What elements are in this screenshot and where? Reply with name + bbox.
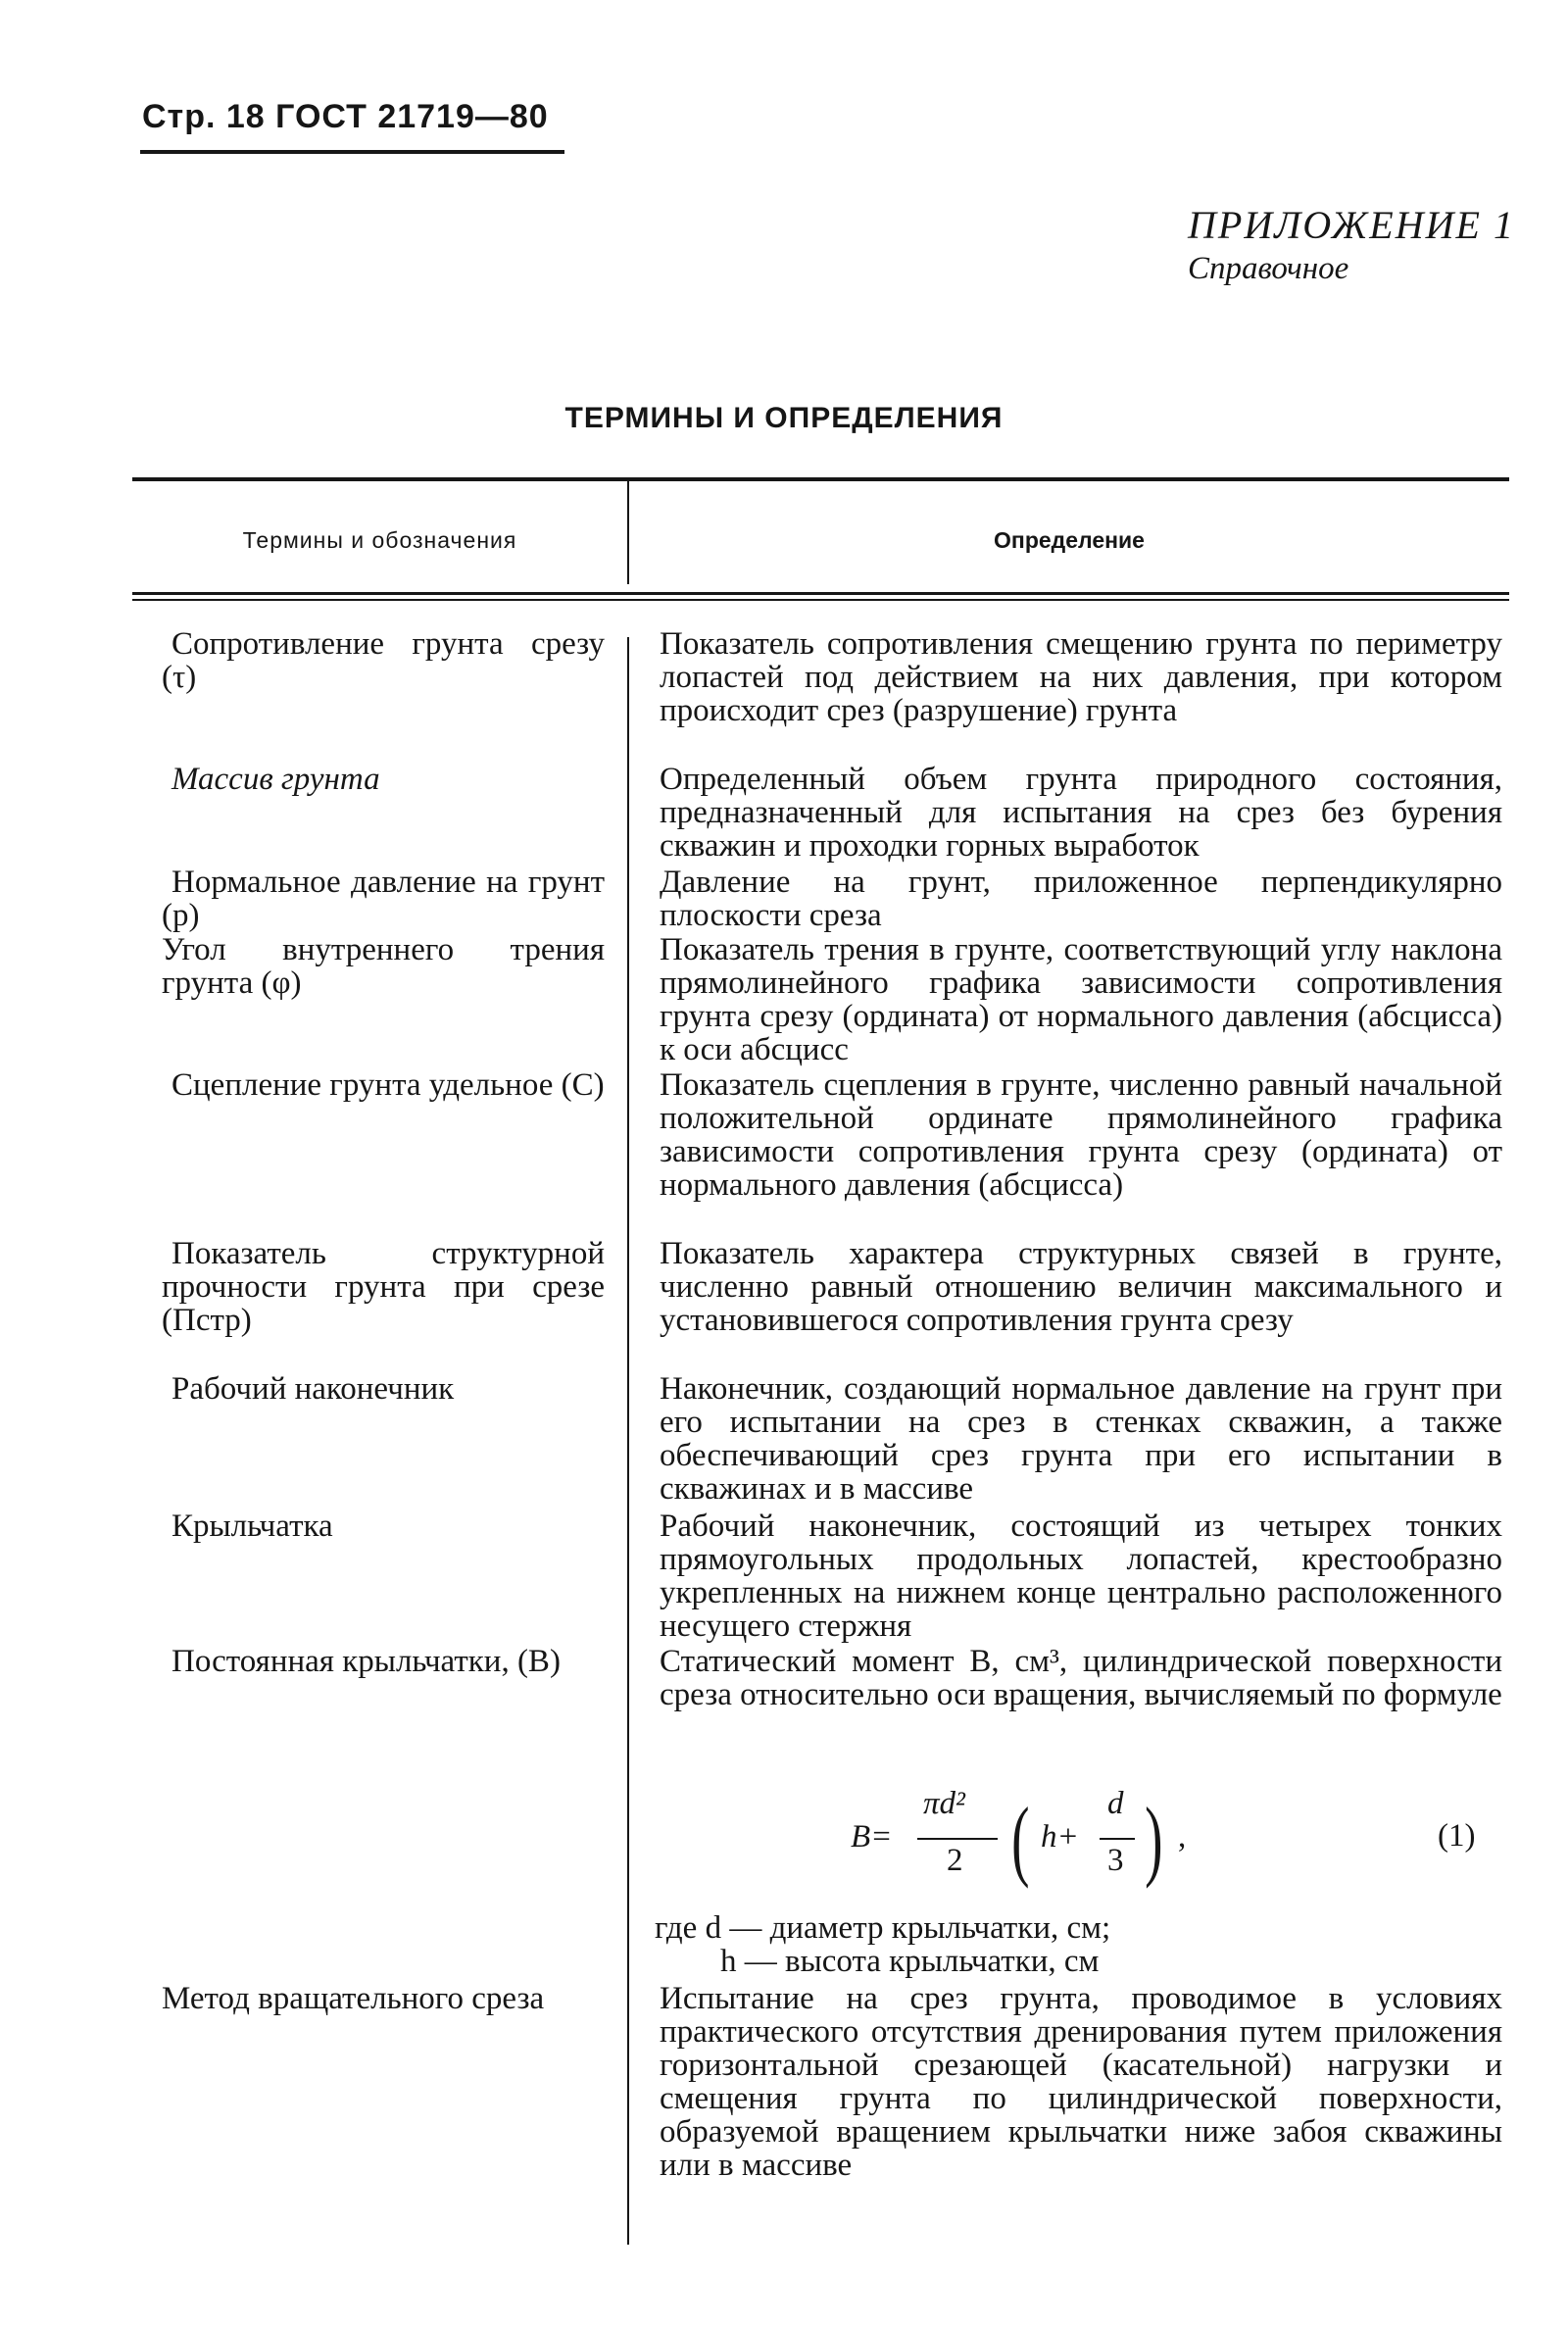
right-parenthesis: ) <box>1145 1789 1163 1889</box>
definition-cell: Испытание на срез грунта, проводимое в условиях практического отсутствия дренирования путем приложения горизонтальной срезающей (касательной) нагрузки и смещения грунта по цилиндрической поверхности, образуемой вращением крыльчатки ниже забоя скважины или в массиве <box>660 1981 1502 2183</box>
definition-cell: Показатель сцепления в грунте, численно равный начальной положительной ординате прямолинейного графика зависимости сопротивления грунта срезу (ордината) от нормального давления (абсцисса) <box>660 1067 1502 1203</box>
definition-cell: Рабочий наконечник, состоящий из четырех тонких прямоугольных продольных лопастей, крестообразно укрепленных на нижнем конце центрально расположенного несущего стержня <box>660 1509 1502 1644</box>
appendix-label <box>1188 202 1515 288</box>
table-column-divider <box>627 637 629 2245</box>
header-underline <box>140 150 564 154</box>
formula-1 <box>851 1786 1252 1890</box>
definition-cell: Определенный объем грунта природного состояния, предназначенный для испытания на срез без бурения скважин и проходки горных выработок <box>660 762 1502 864</box>
formula-numerator-2: d <box>1107 1786 1124 1821</box>
left-parenthesis: ( <box>1011 1789 1030 1889</box>
table-header-rule-1 <box>132 592 1509 595</box>
equation-number: (1) <box>1438 1818 1476 1854</box>
column-header-terms: Термины и обозначения <box>242 527 517 553</box>
table-header-rule-2 <box>132 599 1509 601</box>
definition-cell: Статический момент B, см³, цилиндрической поверхности среза относительно оси вращения, вычисляемый по формуле <box>660 1644 1502 1712</box>
term-cell: Нормальное давление на грунт (p) <box>162 865 605 933</box>
definition-cell: Показатель трения в грунте, соответствующий углу наклона прямолинейного графика зависимости сопротивления грунта срезу (ордината) от нормального давления (абсцисса) к оси абсцисс <box>660 932 1502 1067</box>
formula-comma: , <box>1178 1819 1187 1855</box>
formula-lhs: B= <box>851 1819 893 1855</box>
term-cell: Массив грунта <box>172 762 380 797</box>
definition-cell: Показатель характера структурных связей в грунте, численно равный отношению величин максимального и установившегося сопротивления грунта срезу <box>660 1236 1502 1338</box>
term-cell: Сопротивление грунта срезу (τ) <box>162 626 605 695</box>
column-header-definition: Определение <box>994 527 1145 553</box>
formula-denominator: 2 <box>947 1843 963 1878</box>
term-cell: Постоянная крыльчатки, (B) <box>172 1644 561 1679</box>
page-header: Стр. 18 ГОСТ 21719—80 <box>142 98 549 135</box>
definition-cell: Наконечник, создающий нормальное давление на грунт при его испытании на срез в стенках скважин, а также обеспечивающий срез грунта при его испытании в скважинах и в массиве <box>660 1371 1502 1507</box>
definition-cell: Давление на грунт, приложенное перпендикулярно плоскости среза <box>660 865 1502 933</box>
term-cell: Угол внутреннего трения грунта (φ) <box>162 932 605 1001</box>
table-top-rule <box>132 477 1509 481</box>
fraction-bar <box>917 1838 998 1840</box>
term-cell: Метод вращательного среза <box>162 1981 545 2016</box>
formula-denominator-2: 3 <box>1107 1843 1124 1878</box>
term-cell: Рабочий наконечник <box>172 1371 455 1407</box>
formula-legend-line-2: h — высота крыльчатки, см <box>720 1944 1100 1979</box>
term-cell: Показатель структурной прочности грунта при срезе (Пстр) <box>162 1236 605 1338</box>
fraction-bar-2 <box>1100 1838 1135 1840</box>
definition-cell: Показатель сопротивления смещению грунта по периметру лопастей под действием на них давления, при котором происходит срез (разрушение) грунта <box>660 626 1502 728</box>
appendix-subtitle: Справочное <box>1188 251 1349 286</box>
document-title: ТЕРМИНЫ И ОПРЕДЕЛЕНИЯ <box>564 402 1004 434</box>
formula-numerator: πd² <box>923 1786 965 1821</box>
term-cell: Сцепление грунта удельное (C) <box>172 1067 605 1103</box>
appendix-title: ПРИЛОЖЕНИЕ 1 <box>1188 203 1515 247</box>
formula-inner: h+ <box>1041 1819 1079 1855</box>
formula-legend-line-1: где d — диаметр крыльчатки, см; <box>655 1910 1111 1946</box>
term-cell: Крыльчатка <box>172 1509 333 1544</box>
